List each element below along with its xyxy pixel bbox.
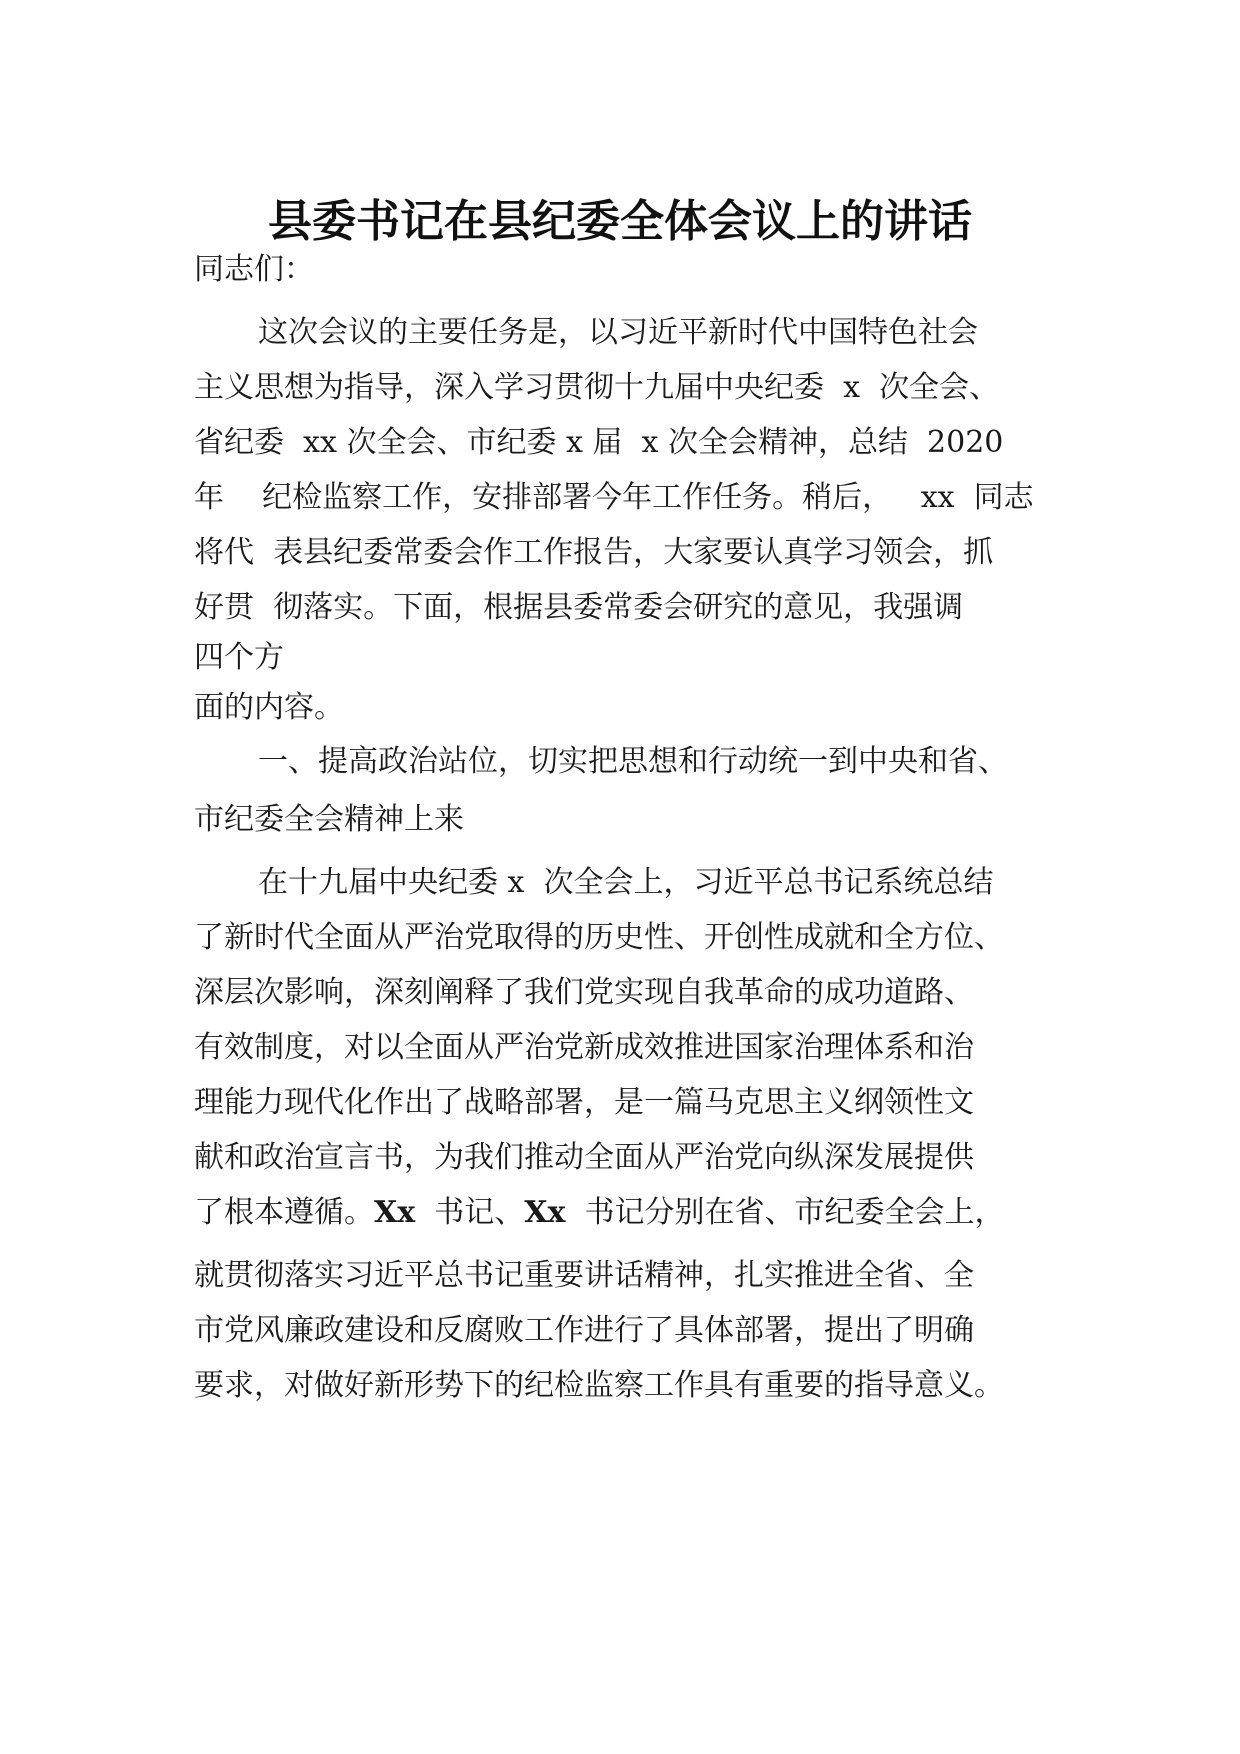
paragraph-line: 就贯彻落实习近平总书记重要讲话精神，扎实推进全省、全 xyxy=(194,1258,974,1293)
document-title: 县委书记在县纪委全体会议上的讲话 xyxy=(268,196,972,247)
paragraph-line: 理能力现代化作出了战略部署，是一篇马克思主义纲领性文 xyxy=(194,1085,974,1120)
paragraph-line: 市党风廉政建设和反腐败工作进行了具体部署，提出了明确 xyxy=(194,1313,974,1348)
paragraph-line: 主义思想为指导，深入学习贯彻十九届中央纪委 x 次全会、 xyxy=(194,370,1000,405)
paragraph-line: 有效制度，对以全面从严治党新成效推进国家治理体系和治 xyxy=(194,1030,974,1065)
paragraph-line: 将代 表县纪委常委会作工作报告，大家要认真学习领会，抓 xyxy=(194,535,994,570)
paragraph-line: 年 纪检监察工作，安排部署今年工作任务。稍后， xx 同志 xyxy=(194,480,1034,515)
text-run: Xx xyxy=(524,1195,566,1230)
paragraph-line: 这次会议的主要任务是，以习近平新时代中国特色社会 xyxy=(258,315,978,350)
paragraph-line: 了新时代全面从严治党取得的历史性、开创性成就和全方位、 xyxy=(194,920,1004,955)
paragraph-line: 献和政治宣言书，为我们推动全面从严治党向纵深发展提供 xyxy=(194,1140,974,1175)
paragraph-line: 深层次影响，深刻阐释了我们党实现自我革命的成功道路、 xyxy=(194,975,974,1010)
paragraph-line: 省纪委 xx 次全会、市纪委 x 届 x 次全会精神，总结 2020 xyxy=(194,425,1004,460)
paragraph-line xyxy=(194,1193,1005,1233)
paragraph-line: 要求，对做好新形势下的纪检监察工作具有重要的指导意义。 xyxy=(194,1368,1004,1403)
section-heading: 市纪委全会精神上来 xyxy=(194,802,464,837)
paragraph-line: 好贯 彻落实。下面，根据县委常委会研究的意见，我强调 xyxy=(194,590,964,625)
text-run: 书记、 xyxy=(415,1195,525,1230)
paragraph-line: 四个方 xyxy=(194,640,284,675)
section-heading: 一、提高政治站位，切实把思想和行动统一到中央和省、 xyxy=(258,744,1008,779)
text-run: 书记分别在省、市纪委全会上， xyxy=(565,1195,1005,1230)
paragraph-line: 面的内容。 xyxy=(194,690,344,725)
paragraph-line: 在十九届中央纪委 x 次全会上，习近平总书记系统总结 xyxy=(258,865,994,900)
text-run: Xx xyxy=(374,1195,416,1230)
text-run: 了根本遵循。 xyxy=(194,1195,374,1230)
salutation: 同志们： xyxy=(194,252,314,287)
